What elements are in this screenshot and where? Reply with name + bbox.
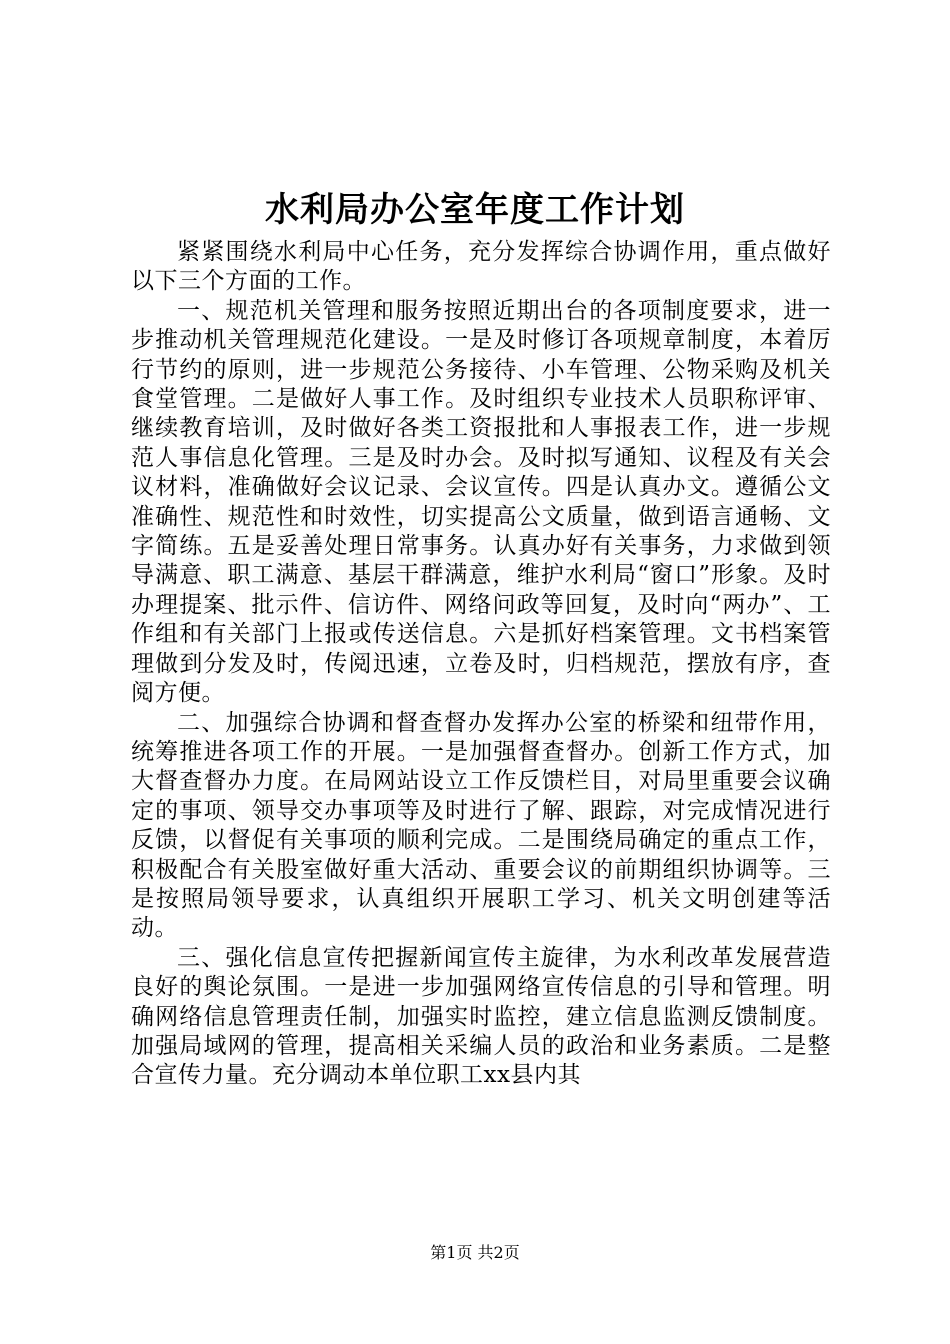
page-number-footer: 第1页 共2页 — [430, 1243, 520, 1262]
section-three-paragraph: 三、强化信息宣传把握新闻宣传主旋律，为水利改革发展营造良好的舆论氛围。一是进一步加强网络宣传信息的引导和管理。明确网络信息管理责任制，加强实时监控，建立信息监测反馈制度。加强局域网的管理，提高相关采编人员的政治和业务素质。二是整合宣传力量。充分调动本单位职工xx县内其 — [131, 944, 831, 1089]
intro-paragraph: 紧紧围绕水利局中心任务，充分发挥综合协调作用，重点做好以下三个方面的工作。 — [131, 239, 831, 295]
document-body — [131, 238, 831, 1091]
document-title: 水利局办公室年度工作计划 — [265, 190, 685, 230]
section-one-paragraph: 一、规范机关管理和服务按照近期出台的各项制度要求，进一步推动机关管理规范化建设。一是及时修订各项规章制度，本着厉行节约的原则，进一步规范公务接待、小车管理、公物采购及机关食堂管理。二是做好人事工作。及时组织专业技术人员职称评审、继续教育培训，及时做好各类工资报批和人事报表工作，进一步规范人事信息化管理。三是及时办会。及时拟写通知、议程及有关会议材料，准确做好会议记录、会议宣传。四是认真办文。遵循公文准确性、规范性和时效性，切实提高公文质量，做到语言通畅、文字简练。五是妥善处理日常事务。认真办好有关事务，力求做到领导满意、职工满意、基层干群满意，维护水利局“窗口”形象。及时办理提案、批示件、信访件、网络问政等回复，及时向“两办”、工作组和有关部门上报或传送信息。六是抓好档案管理。文书档案管理做到分发及时，传阅迅速，立卷及时，归档规范，摆放有序，查阅方便。 — [131, 297, 831, 707]
section-two-paragraph: 二、加强综合协调和督查督办发挥办公室的桥梁和纽带作用，统筹推进各项工作的开展。一是加强督查督办。创新工作方式，加大督查督办力度。在局网站设立工作反馈栏目，对局里重要会议确定的事项、领导交办事项等及时进行了解、跟踪，对完成情况进行反馈，以督促有关事项的顺利完成。二是围绕局确定的重点工作，积极配合有关股室做好重大活动、重要会议的前期组织协调等。三是按照局领导要求，认真组织开展职工学习、机关文明创建等活动。 — [131, 709, 831, 942]
